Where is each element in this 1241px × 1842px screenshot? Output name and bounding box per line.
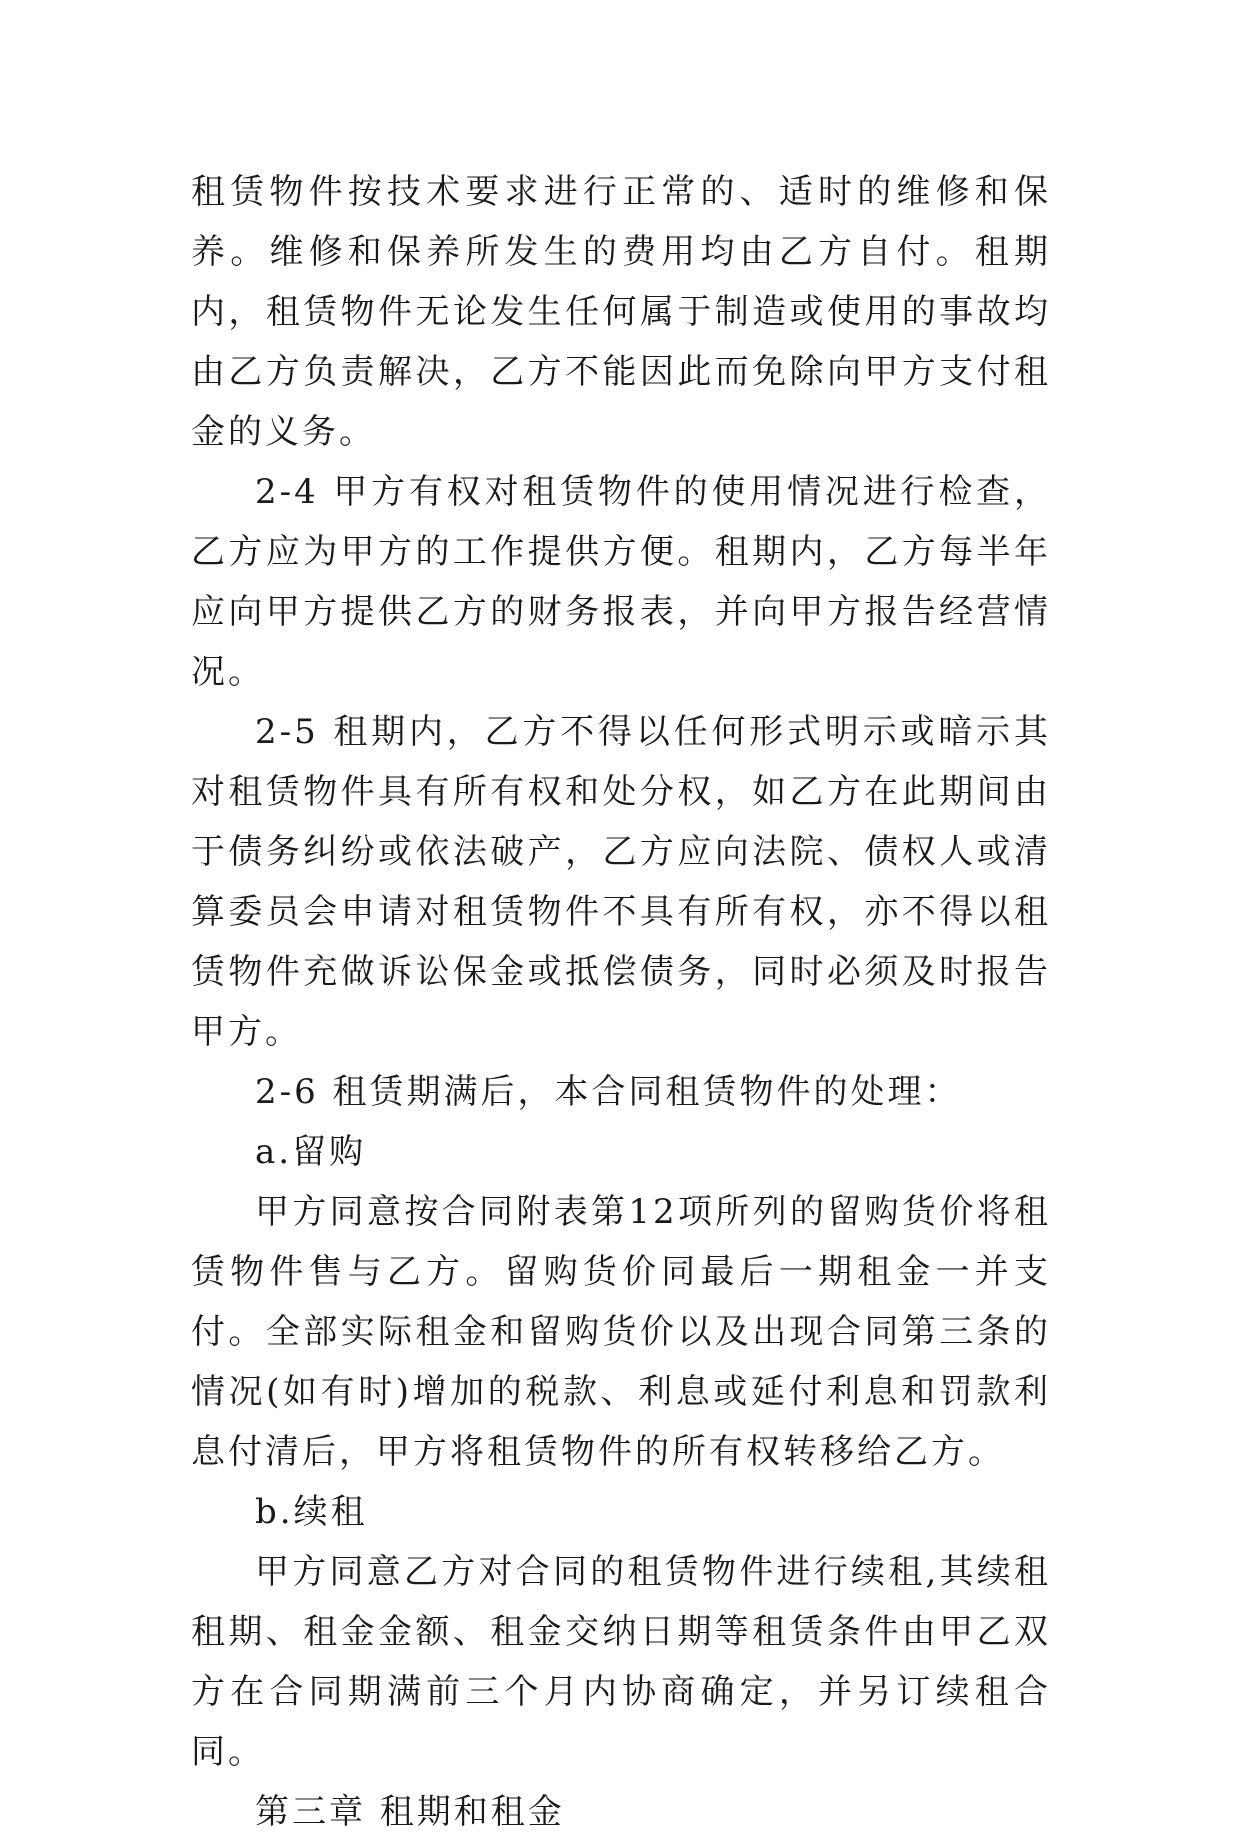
paragraph-renewal: 甲方同意乙方对合同的租赁物件进行续租,其续租租期、租金金额、租金交纳日期等租赁条件由甲乙双方在合同期满前三个月内协商确定，并另订续租合同。 bbox=[191, 1552, 1051, 1772]
paragraph-clause-2-5: 2-5 租期内，乙方不得以任何形式明示或暗示其对租赁物件具有所有权和处分权，如乙方在此期间由于债务纠纷或依法破产，乙方应向法院、债权人或清算委员会申请对租赁物件不具有所有权，亦不得以租赁物件充做诉讼保金或抵偿债务，同时必须及时报告甲方。 bbox=[191, 712, 1051, 1052]
paragraph-clause-2-6: 2-6 租赁期满后，本合同租赁物件的处理： bbox=[255, 1072, 962, 1112]
document-body bbox=[191, 162, 1051, 1842]
subheading-renewal: b.续租 bbox=[255, 1492, 368, 1532]
chapter-heading: 第三章 租期和租金 bbox=[255, 1792, 565, 1832]
subheading-purchase: a.留购 bbox=[255, 1132, 367, 1172]
paragraph-continuation: 租赁物件按技术要求进行正常的、适时的维修和保养。维修和保养所发生的费用均由乙方自付。租期内，租赁物件无论发生任何属于制造或使用的事故均由乙方负责解决，乙方不能因此而免除向甲方支付租金的义务。 bbox=[191, 172, 1051, 452]
paragraph-purchase: 甲方同意按合同附表第12项所列的留购货价将租赁物件售与乙方。留购货价同最后一期租金一并支付。全部实际租金和留购货价以及出现合同第三条的情况(如有时)增加的税款、利息或延付利息和罚款利息付清后，甲方将租赁物件的所有权转移给乙方。 bbox=[191, 1192, 1051, 1472]
paragraph-clause-2-4: 2-4 甲方有权对租赁物件的使用情况进行检查，乙方应为甲方的工作提供方便。租期内，乙方每半年应向甲方提供乙方的财务报表，并向甲方报告经营情况。 bbox=[191, 472, 1051, 692]
